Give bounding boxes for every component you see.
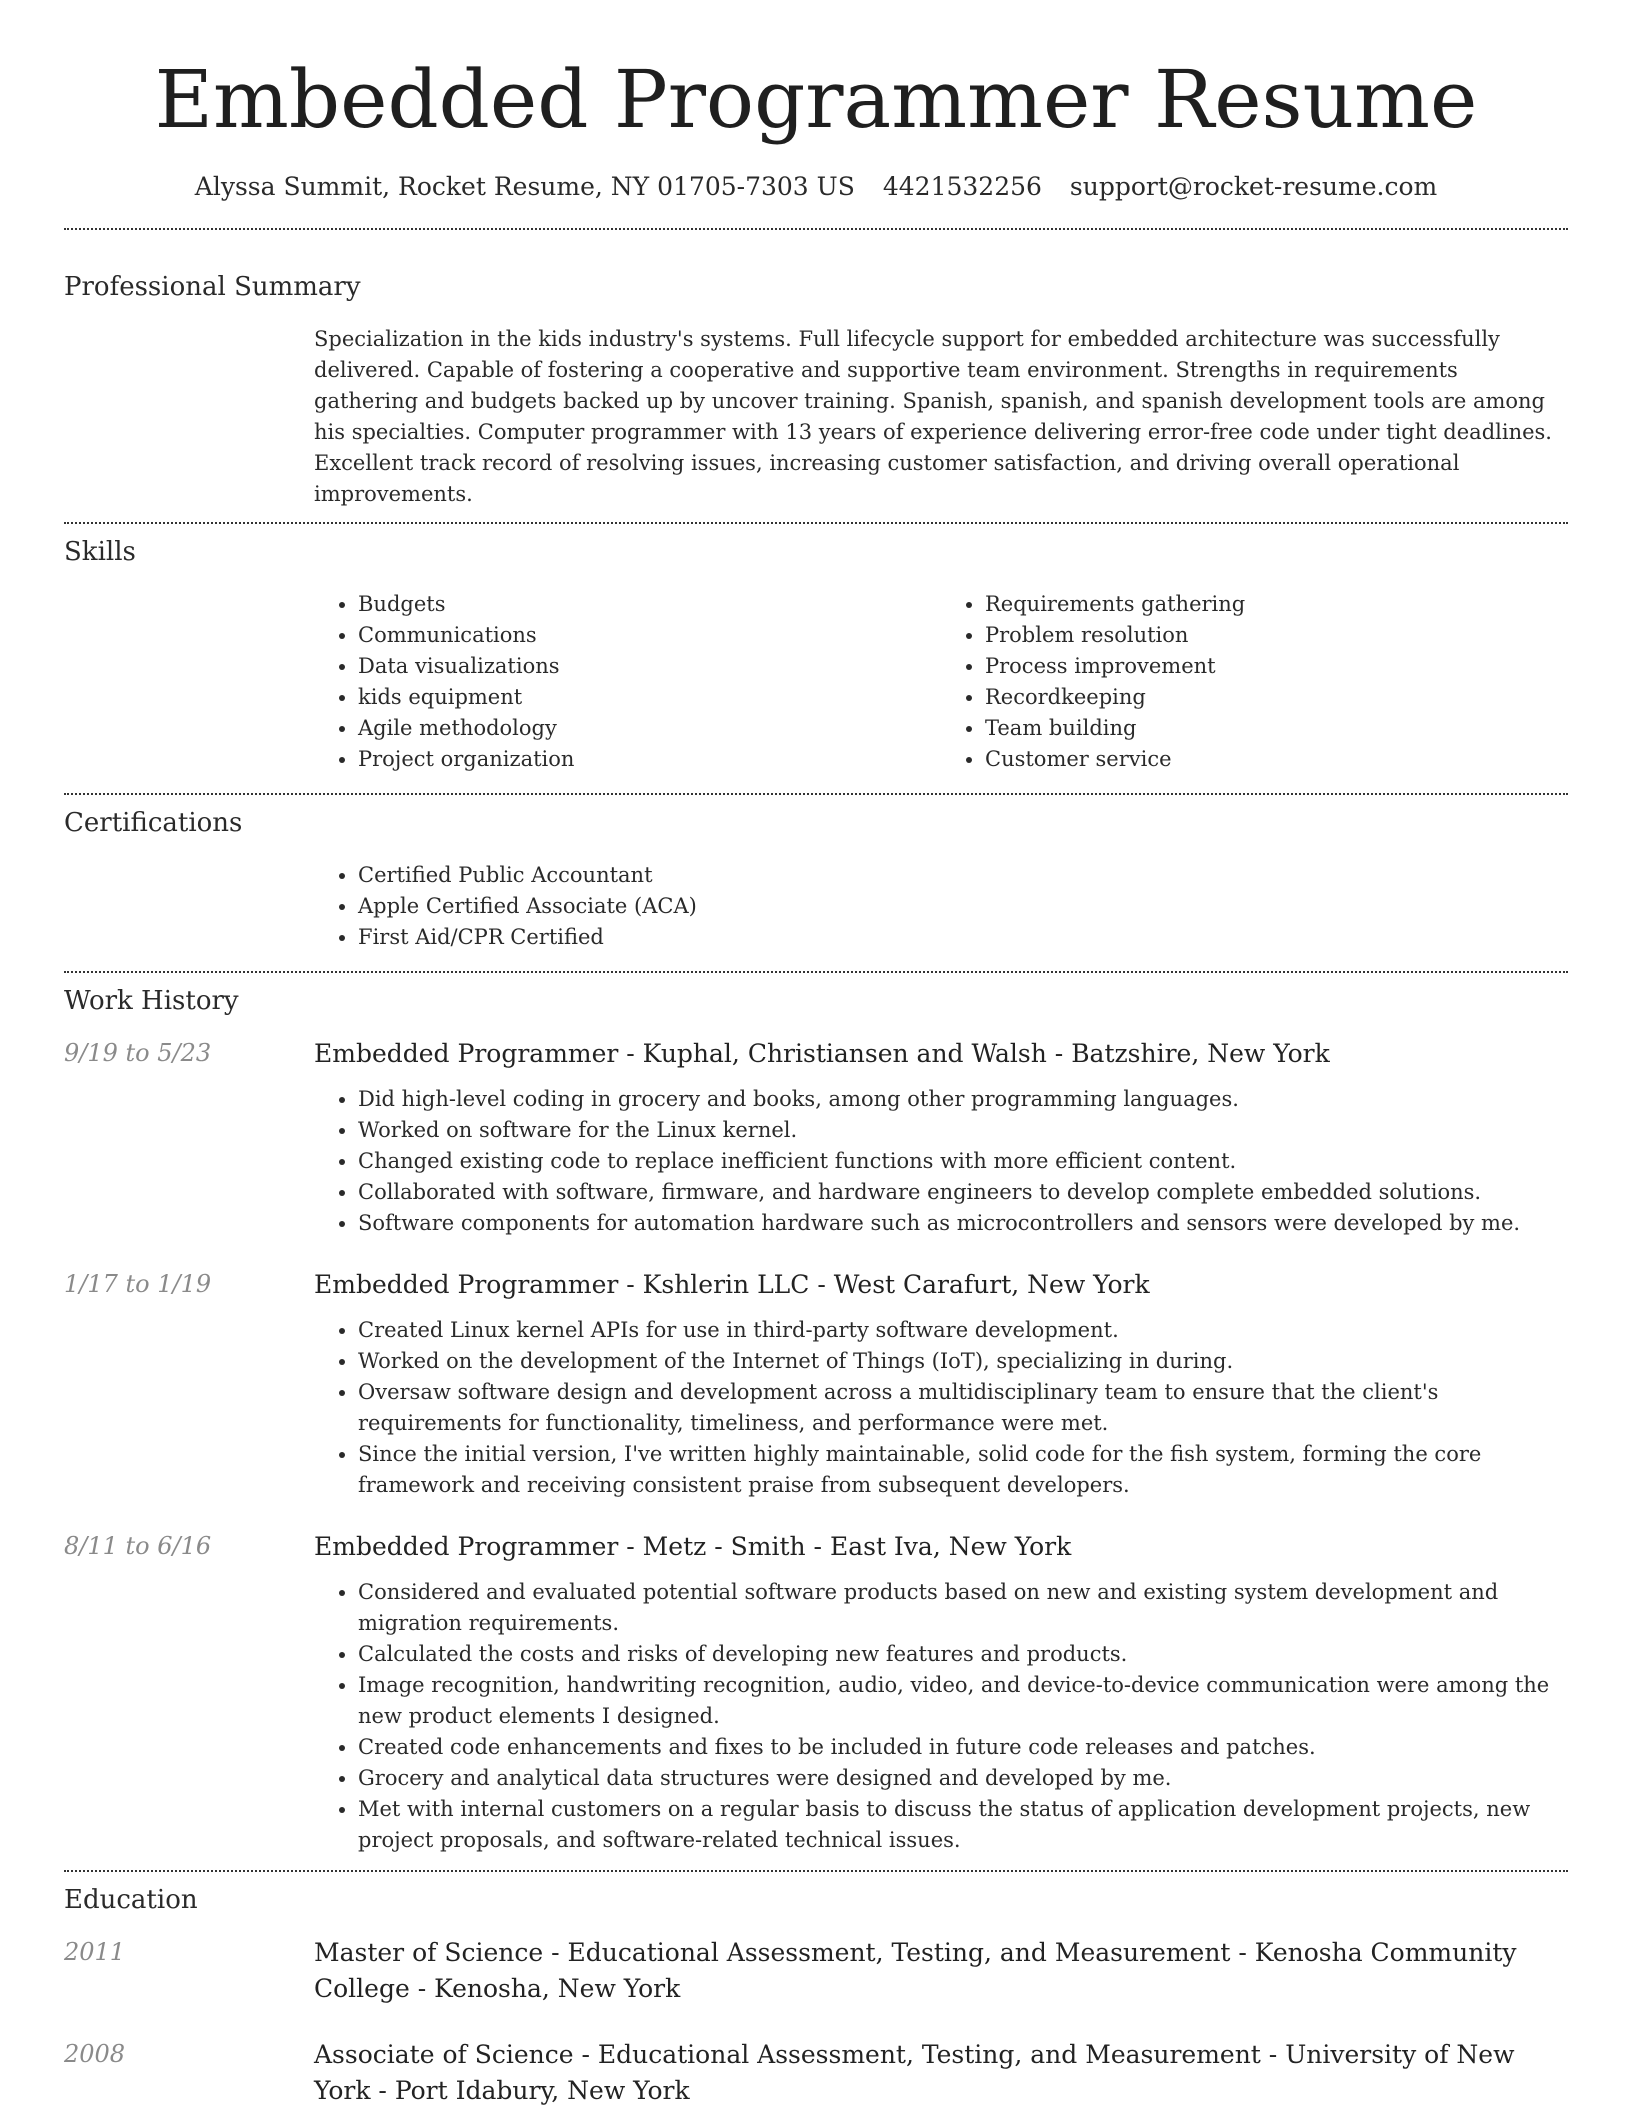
job-bullets (314, 1577, 1568, 1856)
education-entry (64, 2037, 1568, 2109)
job-details (314, 1036, 1568, 1239)
summary-heading: Professional Summary (64, 272, 361, 302)
job-bullet: • Created code enhancements and fixes to be included in future code releases and patches. (358, 1732, 1568, 1763)
job-bullet: • Oversaw software design and development across a multidisciplinary team to ensure that the client's requirements for functionality, timeliness, and performance were met. (358, 1377, 1568, 1439)
job-dates: 8/11 to 6/16 (64, 1532, 212, 1560)
job-bullet: • Considered and evaluated potential software products based on new and existing system development and migration requirements. (358, 1577, 1568, 1639)
job-bullet: • Grocery and analytical data structures were designed and developed by me. (358, 1763, 1568, 1794)
job-title: Embedded Programmer - Metz - Smith - East Iva, New York (314, 1532, 1072, 1561)
skill-item: • Problem resolution (985, 620, 1568, 651)
job-bullet: • Collaborated with software, firmware, and hardware engineers to develop complete embedded solutions. (358, 1177, 1568, 1208)
job-entry (64, 1529, 1568, 1856)
job-bullet: • Calculated the costs and risks of developing new features and products. (358, 1639, 1568, 1670)
certification-item: • Certified Public Accountant (358, 860, 1568, 891)
job-bullet: • Software components for automation hardware such as microcontrollers and sensors were developed by me. (358, 1208, 1568, 1239)
education-title: Associate of Science - Educational Assessment, Testing, and Measurement - University of New York - Port Idabury, New York (314, 2040, 1515, 2105)
job-bullet: • Since the initial version, I've written highly maintainable, solid code for the fish system, forming the core framework and receiving consistent praise from subsequent developers. (358, 1439, 1568, 1501)
job-title: Embedded Programmer - Kuphal, Christiansen and Walsh - Batzshire, New York (314, 1039, 1330, 1068)
job-bullet: • Created Linux kernel APIs for use in third-party software development. (358, 1315, 1568, 1346)
skills-list (314, 589, 1568, 775)
education-heading: Education (64, 1885, 198, 1915)
certifications-list (314, 860, 1568, 953)
job-dates: 9/19 to 5/23 (64, 1039, 212, 1067)
skill-item: • Data visualizations (358, 651, 941, 682)
certifications-heading: Certifications (64, 808, 243, 838)
education-entry (64, 1935, 1568, 2007)
job-bullet: • Met with internal customers on a regular basis to discuss the status of application development projects, new project proposals, and software-related technical issues. (358, 1794, 1568, 1856)
education-year: 2011 (64, 1938, 126, 1966)
skill-item: • Communications (358, 620, 941, 651)
summary-text: Specialization in the kids industry's systems. Full lifecycle support for embedded architecture was successfully delivered. Capable of fostering a cooperative and supportive team environment. Strengths in requirements gathering and budgets backed up by uncover training. Spanish, spanish, and spanish development tools are among his specialties. Computer programmer with 13 years of experience delivering error-free code under tight deadlines. Excellent track record of resolving issues, increasing customer satisfaction, and driving overall operational improvements. (314, 327, 1552, 506)
job-bullet: • Worked on software for the Linux kernel. (358, 1115, 1568, 1146)
job-bullet: • Worked on the development of the Internet of Things (IoT), specializing in during. (358, 1346, 1568, 1377)
resume-title: Embedded Programmer Resume (154, 53, 1478, 146)
skill-item: • Customer service (985, 744, 1568, 775)
skill-item: • kids equipment (358, 682, 941, 713)
job-dates: 1/17 to 1/19 (64, 1270, 212, 1298)
education-year: 2008 (64, 2040, 126, 2068)
job-bullet: • Did high-level coding in grocery and books, among other programming languages. (358, 1084, 1568, 1115)
skills-column-left (314, 589, 941, 775)
education-title: Master of Science - Educational Assessment, Testing, and Measurement - Kenosha Community College - Kenosha, New York (314, 1938, 1517, 2003)
contact-email[interactable]: support@rocket-resume.com (1069, 172, 1438, 201)
skill-item: • Project organization (358, 744, 941, 775)
divider (64, 522, 1568, 524)
job-title: Embedded Programmer - Kshlerin LLC - West Carafurt, New York (314, 1270, 1150, 1299)
job-entry (64, 1036, 1568, 1239)
divider (64, 228, 1568, 230)
job-bullet: • Image recognition, handwriting recognition, audio, video, and device-to-device communication were among the new product elements I designed. (358, 1670, 1568, 1732)
job-details (314, 1267, 1568, 1501)
work-heading: Work History (64, 986, 239, 1016)
certification-item: • Apple Certified Associate (ACA) (358, 891, 1568, 922)
skills-heading: Skills (64, 537, 136, 567)
skill-item: • Requirements gathering (985, 589, 1568, 620)
job-bullets (314, 1315, 1568, 1501)
skills-column-right (941, 589, 1568, 775)
resume-page (64, 0, 1568, 2109)
skill-item: • Agile methodology (358, 713, 941, 744)
certification-item: • First Aid/CPR Certified (358, 922, 1568, 953)
job-details (314, 1529, 1568, 1856)
skill-item: • Process improvement (985, 651, 1568, 682)
contact-phone: 4421532256 (882, 172, 1042, 201)
skill-item: • Team building (985, 713, 1568, 744)
divider (64, 793, 1568, 795)
skill-item: • Recordkeeping (985, 682, 1568, 713)
job-entry (64, 1267, 1568, 1501)
job-bullet: • Changed existing code to replace inefficient functions with more efficient content. (358, 1146, 1568, 1177)
job-bullets (314, 1084, 1568, 1239)
contact-address: Alyssa Summit, Rocket Resume, NY 01705-7303 US (194, 172, 855, 201)
divider (64, 1870, 1568, 1872)
contact-line (64, 170, 1568, 204)
divider (64, 971, 1568, 973)
skill-item: • Budgets (358, 589, 941, 620)
